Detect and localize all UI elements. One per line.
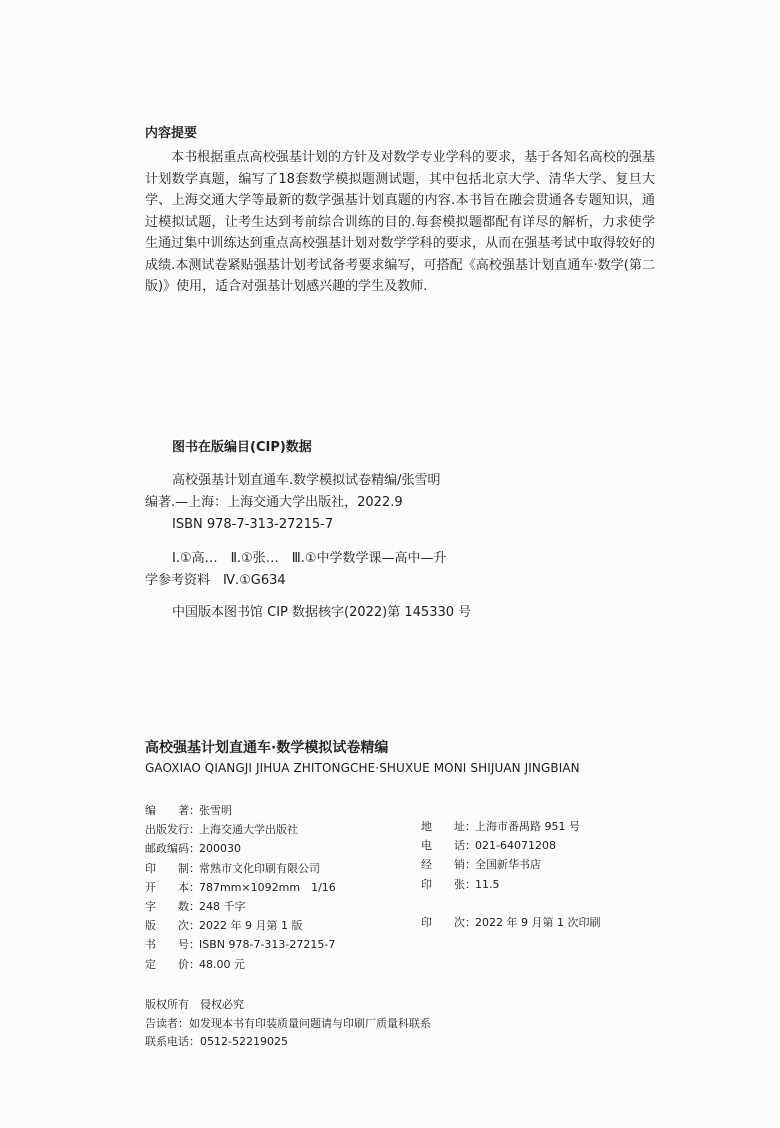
cip-class-line-1: Ⅰ.①高… Ⅱ.①张… Ⅲ.①中学数学课—高中—升: [172, 551, 447, 566]
info-value: 张雪明: [199, 804, 232, 817]
info-value: ISBN 978-7-313-27215-7: [199, 938, 336, 952]
info-label: 地 址：: [421, 820, 476, 833]
info-value: 常熟市文化印刷有限公司: [199, 861, 320, 875]
info-label: 印 次：: [421, 915, 476, 929]
cip-heading: 图书在版编目(CIP)数据: [172, 440, 312, 455]
info-value: 全国新华书店: [475, 858, 541, 872]
info-row: [145, 859, 336, 878]
info-label: 印 制：: [145, 861, 200, 875]
cip-line-2: 编著.—上海：上海交通大学出版社，2022.9: [145, 495, 403, 510]
info-value: 021-64071208: [475, 839, 556, 853]
info-row: [145, 820, 336, 839]
info-value: 11.5: [475, 877, 500, 891]
info-label: 印 张：: [421, 877, 476, 891]
info-label: 书 号：: [145, 938, 200, 952]
info-value: 2022 年 9 月第 1 次印刷: [475, 915, 601, 929]
contact-phone: 联系电话：0512-52219025: [145, 1035, 288, 1048]
cip-class-line-2: 学参考资料 Ⅳ.①G634: [145, 573, 286, 588]
info-row: [421, 817, 600, 836]
info-row: [145, 935, 336, 954]
info-row: [145, 801, 336, 820]
info-value: 2022 年 9 月第 1 版: [199, 919, 303, 933]
summary-heading: 内容提要: [145, 126, 198, 141]
publication-info-right: [421, 817, 600, 932]
info-row: [421, 836, 600, 855]
info-row: [145, 955, 336, 974]
info-value: 上海市番禺路 951 号: [475, 820, 580, 833]
info-label: 编 著：: [145, 804, 200, 817]
info-value: 787mm×1092mm 1/16: [199, 880, 336, 894]
info-label: 经 销：: [421, 858, 476, 872]
info-label: 字 数：: [145, 899, 200, 913]
info-row-empty: [421, 894, 600, 913]
info-value: 248 千字: [199, 899, 246, 913]
rights-line: 版权所有 侵权必究: [145, 998, 244, 1011]
cip-line-1: 高校强基计划直通车.数学模拟试卷精编/张雪明: [172, 473, 441, 488]
rights-notice: [145, 996, 431, 1052]
summary-body: [145, 147, 655, 298]
book-pinyin: GAOXIAO QIANGJI JIHUA ZHITONGCHE·SHUXUE MONI SHIJUAN JINGBIAN: [145, 761, 580, 775]
info-label: 邮政编码：: [145, 842, 200, 856]
reader-notice: 告读者：如发现本书有印装质量问题请与印刷厂质量科联系: [145, 1016, 431, 1030]
book-title: 高校强基计划直通车·数学模拟试卷精编: [145, 740, 389, 756]
info-label: [421, 894, 475, 913]
cip-number: 中国版本图书馆 CIP 数据核字(2022)第 145330 号: [172, 605, 472, 620]
info-row: [421, 913, 600, 932]
info-row: [145, 916, 336, 935]
publication-info-left: [145, 801, 336, 974]
info-label: 版 次：: [145, 919, 200, 933]
info-row: [145, 878, 336, 897]
info-label: 出版发行：: [145, 823, 200, 837]
summary-paragraph: 本书根据重点高校强基计划的方针及对数学专业学科的要求，基于各知名高校的强基计划数学真题，编写了18套数学模拟题测试题，其中包括北京大学、清华大学、复旦大学、上海交通大学等最新的数学强基计划真题的内容.本书旨在融会贯通各专题知识，通过模拟试题，让考生达到考前综合训练的目的.每套模拟题都配有详尽的解析，力求使学生通过集中训练达到重点高校强基计划对数学学科的要求，从而在强基考试中取得较好的成绩.本测试卷紧贴强基计划考试备考要求编写，可搭配《高校强基计划直通车·数学(第二版)》使用，适合对强基计划感兴趣的学生及教师.: [145, 150, 655, 294]
info-row: [421, 875, 600, 894]
cip-record: [145, 470, 615, 592]
cip-line-3: ISBN 978-7-313-27215-7: [172, 517, 334, 532]
info-value: 上海交通大学出版社: [199, 823, 298, 837]
info-label: 电 话：: [421, 839, 476, 853]
info-row: [421, 855, 600, 874]
info-row: [145, 839, 336, 858]
info-label: 定 价：: [145, 957, 200, 971]
info-row: [145, 897, 336, 916]
info-value: 200030: [199, 842, 241, 856]
info-value: 48.00 元: [199, 957, 245, 971]
info-label: 开 本：: [145, 880, 200, 894]
